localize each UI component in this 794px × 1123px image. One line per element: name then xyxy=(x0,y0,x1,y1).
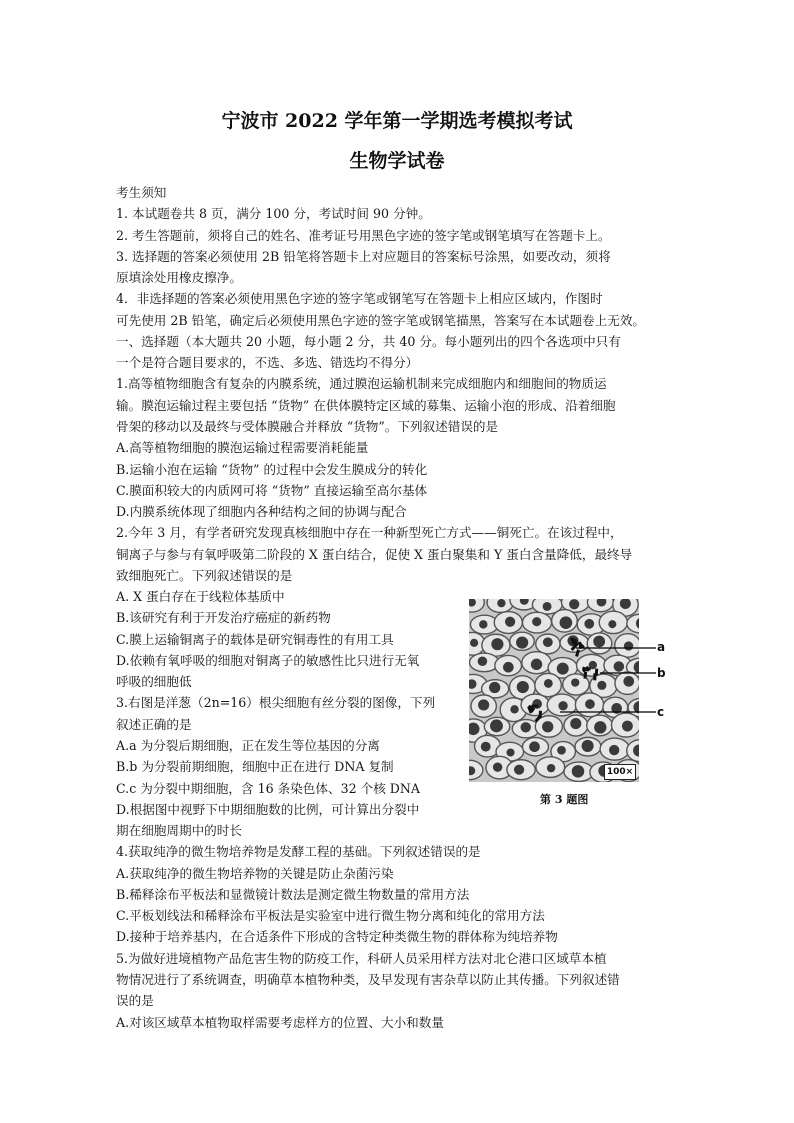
cell-nucleus xyxy=(497,599,505,607)
cell-nucleus xyxy=(478,699,489,710)
cell-nucleus xyxy=(478,656,488,666)
cell-nucleus xyxy=(514,765,524,775)
text-line: 2.今年 3 月，有学者研究发现真核细胞中存在一种新型死亡方式——铜死亡。在该过程中， xyxy=(116,525,623,541)
text-line: 叙述正确的是 xyxy=(116,716,192,732)
text-line: 铜离子与参与有氧呼吸第二阶段的 X 蛋白结合，促使 X 蛋白聚集和 Y 蛋白含量降低，最终导 xyxy=(116,546,633,562)
text-line: A.对该区域草本植物取样需要考虑样方的位置、大小和数量 xyxy=(116,1014,444,1030)
cell-nucleus xyxy=(510,705,518,713)
text-line: D.根据图中视野下中期细胞数的比例，可计算出分裂中 xyxy=(116,801,420,817)
cell-nucleus xyxy=(505,617,515,627)
chromosome xyxy=(531,705,538,708)
text-line: 输。膜泡运输过程主要包括 “货物” 在供体膜特定区域的募集、运输小泡的形成、沿着细胞 xyxy=(116,397,616,413)
text-line: A.获取纯净的微生物培养物的关键是防止杂菌污染 xyxy=(116,865,394,881)
text-line: 考生须知 xyxy=(116,185,167,200)
text-line: C.c 为分裂中期细胞，含 16 条染色体、32 个核 DNA xyxy=(116,780,421,796)
cell-nucleus xyxy=(543,602,552,611)
cell-nucleus xyxy=(557,746,566,755)
cell-nucleus xyxy=(517,681,529,693)
cell-nucleus xyxy=(542,721,553,732)
text-line: B.b 为分裂前期细胞，细胞中正在进行 DNA 复制 xyxy=(116,759,394,775)
text-line: 一、选择题（本大题共 20 小题，每小题 2 分，共 40 分。每小题列出的四个各选项中只有 xyxy=(116,333,621,349)
text-line: A.a 为分裂后期细胞，正在发生等位基因的分离 xyxy=(116,738,380,754)
cell-nucleus xyxy=(516,636,528,648)
cell-nucleus xyxy=(506,748,514,756)
text-line: 期在细胞周期中的时长 xyxy=(116,823,242,839)
figure-label-a: a xyxy=(657,640,666,654)
cell-nucleus xyxy=(608,620,616,628)
cell-nucleus xyxy=(489,682,500,693)
text-line: 一个是符合题目要求的，不选、多选、错选均不得分） xyxy=(116,355,419,371)
text-line: B.运输小泡在运输 “货物” 的过程中会发生膜成分的转化 xyxy=(116,461,428,477)
text-line: 呼吸的细胞低 xyxy=(116,674,192,690)
text-line: 5.为做好进境植物产品危害生物的防疫工作，科研人员采用样方法对北仑港口区域草本植 xyxy=(116,950,607,966)
cell-nucleus xyxy=(481,742,491,752)
text-line: 3.右图是洋葱（2n=16）根尖细胞有丝分裂的图像，下列 xyxy=(116,695,436,711)
text-line: 物情况进行了系统调查，明确草本植物种类，及早发现有害杂草以防止其传播。下列叙述错 xyxy=(116,971,620,987)
text-line: 致细胞死亡。下列叙述错误的是 xyxy=(116,567,293,583)
text-line: 4．非选择题的答案必须使用黑色字迹的签字笔或钢笔写在答题卡上相应区域内，作图时 xyxy=(116,291,603,307)
cell-nucleus xyxy=(582,740,594,752)
cell-nucleus xyxy=(543,637,553,647)
text-line: C.膜上运输铜离子的载体是研究铜毒性的有用工具 xyxy=(116,631,394,647)
text-line: D.内膜系统体现了细胞内各种结构之间的协调与配合 xyxy=(116,504,407,520)
text-line: 原填涂处用橡皮擦净。 xyxy=(116,270,242,286)
cell-nucleus xyxy=(584,619,594,629)
text-line: 2. 考生答题前，须将自己的姓名、准考证号用黑色字迹的签字笔或钢笔填写在答题卡上。 xyxy=(116,227,611,243)
figure-label-c: c xyxy=(657,705,665,719)
cell-nucleus xyxy=(622,721,633,732)
cell-nucleus xyxy=(493,763,502,772)
text-line: 4.获取纯净的微生物培养物是发酵工程的基础。下列叙述错误的是 xyxy=(116,844,481,860)
cell-nucleus xyxy=(479,620,487,628)
figure-label-b: b xyxy=(657,666,666,680)
exam-title: 宁波市 2022 学年第一学期选考模拟考试 xyxy=(221,110,573,132)
text-line: B.该研究有利于开发治疗癌症的新药物 xyxy=(116,610,331,626)
text-line: A. X 蛋白存在于线粒体基质中 xyxy=(116,589,285,605)
text-line: B.稀释涂布平板法和显微镜计数法是测定微生物数量的常用方法 xyxy=(116,886,470,902)
cell-nucleus xyxy=(503,662,514,673)
magnification-label: 100× xyxy=(604,764,636,780)
cell-nucleus xyxy=(560,616,573,629)
cell-nucleus xyxy=(569,599,579,609)
text-line: 3. 选择题的答案必须使用 2B 铅笔将答题卡上对应题目的答案标号涂黑，如要改动，须将 xyxy=(116,248,611,264)
cell-nucleus xyxy=(529,741,540,752)
cell-nucleus xyxy=(531,659,542,670)
cell-nucleus xyxy=(547,764,555,772)
cell-nucleus xyxy=(491,638,503,650)
text-line: C.平板划线法和稀释涂布平板法是实验室中进行微生物分离和纯化的常用方法 xyxy=(116,908,545,924)
cell-nucleus xyxy=(572,765,585,778)
text-line: 1. 本试题卷共 8 页，满分 100 分，考试时间 90 分钟。 xyxy=(116,206,431,222)
exam-subtitle: 生物学试卷 xyxy=(349,150,445,172)
cell-nucleus xyxy=(521,722,531,732)
cell-nucleus xyxy=(594,721,606,733)
cell-nucleus xyxy=(532,617,541,626)
text-line: 1.高等植物细胞含有复杂的内膜系统，通过膜泡运输机制来完成细胞内和细胞间的物质运 xyxy=(116,376,607,392)
text-line: 可先使用 2B 铅笔，确定后必须使用黑色字迹的签字笔或钢笔描黑，答案写在本试题卷上无效。 xyxy=(116,312,646,328)
text-line: D.依赖有氧呼吸的细胞对铜离子的敏感性比只进行无氧 xyxy=(116,652,420,668)
cell-nucleus xyxy=(490,719,503,732)
cell-nucleus xyxy=(470,639,478,647)
figure-pointer-lines xyxy=(560,640,660,720)
text-line: C.膜面积较大的内质网可将 “货物” 直接运输至高尔基体 xyxy=(116,482,428,498)
text-line: 误的是 xyxy=(116,993,154,1009)
text-line: D.接种于培养基内，在合适条件下形成的含特定种类微生物的群体称为纯培养物 xyxy=(116,929,558,945)
cell-nucleus xyxy=(609,745,619,755)
cell-nucleus xyxy=(544,679,553,688)
text-line: A.高等植物细胞的膜泡运输过程需要消耗能量 xyxy=(116,440,369,456)
text-line: 骨架的移动以及最终与受体膜融合并释放 “货物”。下列叙述错误的是 xyxy=(116,418,499,434)
figure-caption: 第 3 题图 xyxy=(540,793,589,806)
